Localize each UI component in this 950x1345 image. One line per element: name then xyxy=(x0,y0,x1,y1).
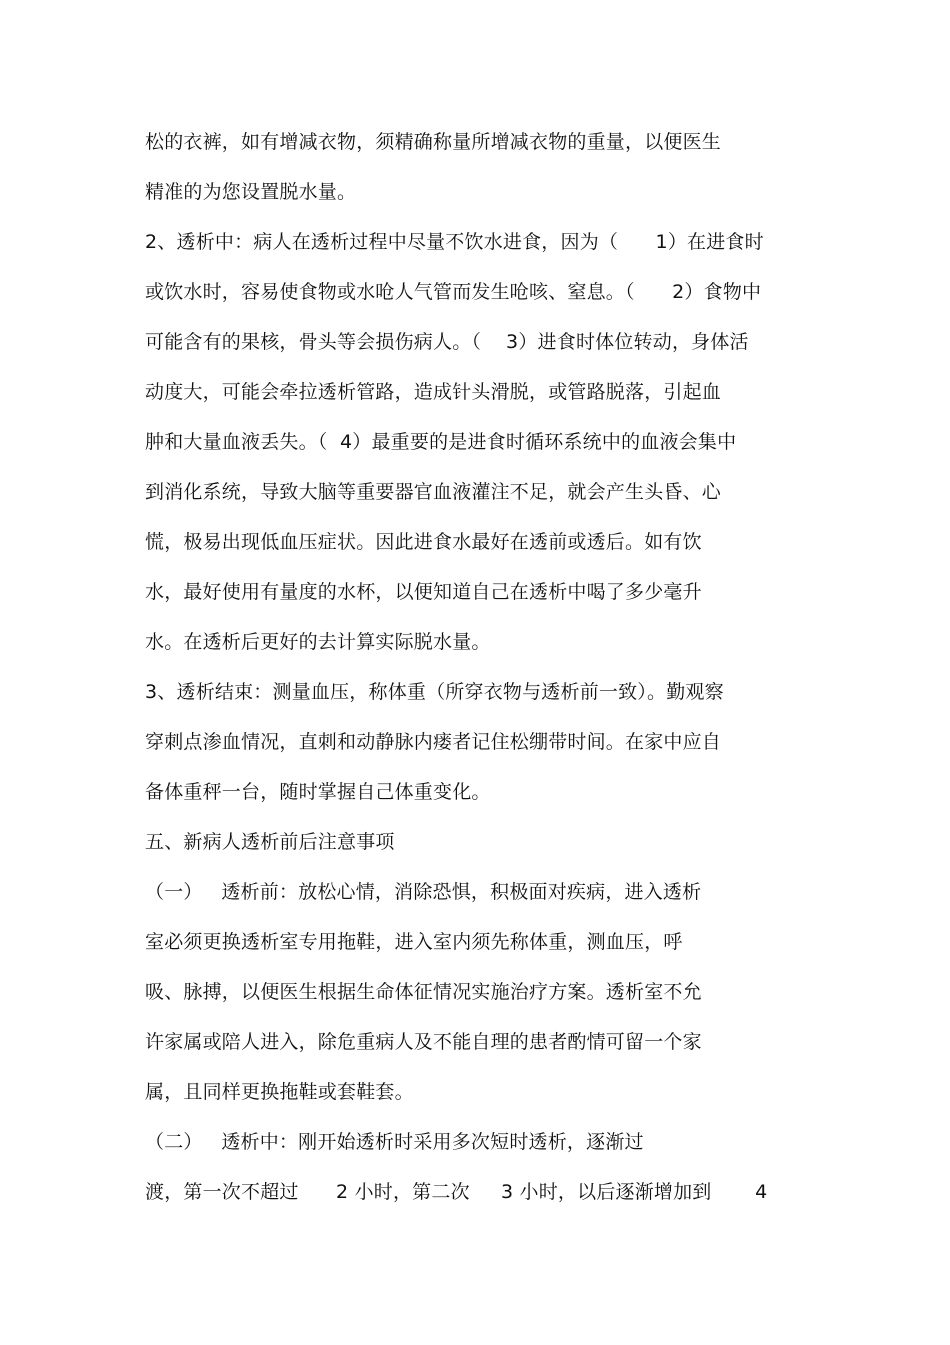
text-line: 2、透析中：病人在透析过程中尽量不饮水进食，因为（ 1）在进食时 xyxy=(145,231,764,253)
section-heading: 五、新病人透析前后注意事项 xyxy=(145,831,395,853)
text-line: 备体重秤一台，随时掌握自己体重变化。 xyxy=(145,781,491,803)
text-line: 吸、脉搏，以便医生根据生命体征情况实施治疗方案。透析室不允 xyxy=(145,981,702,1003)
text-line: 肿和大量血液丢失。（ 4）最重要的是进食时循环系统中的血液会集中 xyxy=(145,431,737,453)
text-line: 或饮水时，容易使食物或水呛人气管而发生呛咳、窒息。（ 2）食物中 xyxy=(145,281,762,303)
text-line: 许家属或陪人进入，除危重病人及不能自理的患者酌情可留一个家 xyxy=(145,1031,702,1053)
text-line: 室必须更换透析室专用拖鞋，进入室内须先称体重，测血压，呼 xyxy=(145,931,683,953)
text-line: 精准的为您设置脱水量。 xyxy=(145,181,357,203)
text-line: 属，且同样更换拖鞋或套鞋套。 xyxy=(145,1081,414,1103)
text-line: 松的衣裤，如有增减衣物，须精确称量所增减衣物的重量，以便医生 xyxy=(145,131,722,153)
text-line: 可能含有的果核，骨头等会损伤病人。（ 3）进食时体位转动，身体活 xyxy=(145,331,749,353)
text-line: 穿刺点渗血情况，直刺和动静脉内瘘者记住松绷带时间。在家中应自 xyxy=(145,731,722,753)
text-line: 3、透析结束：测量血压，称体重（所穿衣物与透析前一致）。勤观察 xyxy=(145,681,724,703)
text-line: （二） 透析中：刚开始透析时采用多次短时透析，逐渐过 xyxy=(145,1131,644,1153)
text-line: 到消化系统，导致大脑等重要器官血液灌注不足，就会产生头昏、心 xyxy=(145,481,722,503)
text-line: 动度大，可能会牵拉透析管路，造成针头滑脱，或管路脱落，引起血 xyxy=(145,381,722,403)
text-line: 慌，极易出现低血压症状。因此进食水最好在透前或透后。如有饮 xyxy=(145,531,702,553)
text-line: （一） 透析前：放松心情，消除恐惧，积极面对疾病，进入透析 xyxy=(145,881,702,903)
text-line: 水。在透析后更好的去计算实际脱水量。 xyxy=(145,631,491,653)
text-line: 水，最好使用有量度的水杯，以便知道自己在透析中喝了多少毫升 xyxy=(145,581,702,603)
text-line: 渡，第一次不超过 2 小时，第二次 3 小时，以后逐渐增加到 4 xyxy=(145,1181,768,1203)
